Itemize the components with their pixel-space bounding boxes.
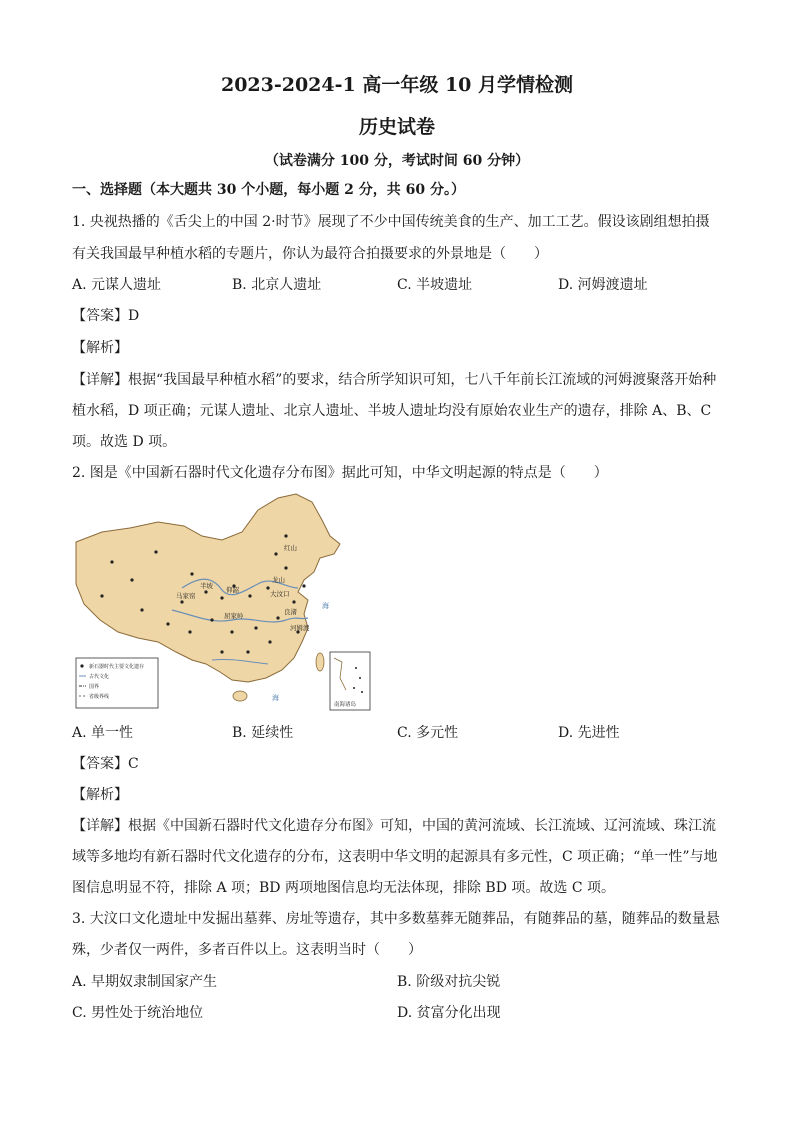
q3-stem-line2: 殊，少者仅一两件，多者百件以上。这表明当时（ ） bbox=[72, 942, 422, 958]
q2-answer: 【答案】C bbox=[72, 756, 139, 772]
neolithic-site-map bbox=[72, 492, 374, 714]
site-label-qujialing: 屈家岭 bbox=[224, 612, 244, 620]
site-label-yangshao: 仰韶 bbox=[226, 586, 239, 594]
taiwan-island bbox=[316, 653, 324, 671]
site-label-longshan: 龙山 bbox=[272, 576, 285, 584]
site-label-dawenkou: 大汶口 bbox=[270, 590, 290, 598]
site-label-liangzhu: 良渚 bbox=[284, 608, 297, 616]
q1-analysis-label: 【解析】 bbox=[72, 340, 128, 356]
q1-detail-line2: 植水稻，D 项正确；元谋人遗址、北京人遗址、半坡人遗址均没有原始农业生产的遗存，排除 A、B、C bbox=[72, 403, 712, 419]
exam-note: （试卷满分 100 分，考试时间 60 分钟） bbox=[264, 153, 530, 169]
q2-stem-line1: 2. 图是《中国新石器时代文化遗存分布图》据此可知，中华文明起源的特点是（ ） bbox=[72, 465, 608, 481]
south-sea-inset bbox=[330, 652, 370, 710]
site-label-hemudu: 河姆渡 bbox=[290, 624, 310, 632]
q2-option-b: B. 延续性 bbox=[232, 725, 294, 741]
exam-subtitle: 历史试卷 bbox=[358, 116, 435, 138]
q1-detail-line3: 项。故选 D 项。 bbox=[72, 434, 177, 450]
legend-item-province: 省级界线 bbox=[89, 694, 110, 700]
hainan-island bbox=[233, 691, 247, 701]
q1-stem-line1: 1. 央视热播的《舌尖上的中国 2·时节》展现了不少中国传统美食的生产、加工工艺。假设该剧组想拍摄 bbox=[72, 214, 710, 230]
sea-label-south: 海 bbox=[272, 694, 279, 702]
legend-item-sites: 新石器时代主要文化遗存 bbox=[89, 664, 145, 670]
legend-item-culture: 古代文化 bbox=[89, 674, 110, 680]
q2-option-a: A. 单一性 bbox=[72, 725, 134, 741]
q1-option-d: D. 河姆渡遗址 bbox=[558, 277, 648, 293]
q3-stem-line1: 3. 大汶口文化遗址中发掘出墓葬、房址等遗存，其中多数墓葬无随葬品，有随葬品的墓，随葬品的数量悬 bbox=[72, 911, 720, 927]
q3-option-d: D. 贫富分化出现 bbox=[397, 1005, 501, 1021]
q2-option-c: C. 多元性 bbox=[397, 725, 459, 741]
section-heading: 一、选择题（本大题共 30 个小题，每小题 2 分，共 60 分。） bbox=[72, 182, 465, 198]
site-label-banpo: 半坡 bbox=[200, 582, 213, 590]
q3-option-c: C. 男性处于统治地位 bbox=[72, 1005, 204, 1021]
q2-detail-line2: 域等多地均有新石器时代文化遗存的分布，这表明中华文明的起源具有多元性，C 项正确；“单一性”与地 bbox=[72, 849, 718, 865]
legend-item-border: 国界 bbox=[89, 684, 100, 690]
q3-option-b: B. 阶级对抗尖锐 bbox=[397, 974, 501, 990]
q2-detail-line1: 【详解】根据《中国新石器时代文化遗存分布图》可知，中国的黄河流域、长江流域、辽河流域、珠江流 bbox=[72, 818, 716, 834]
q1-option-b: B. 北京人遗址 bbox=[232, 277, 322, 293]
q1-option-a: A. 元谋人遗址 bbox=[72, 277, 162, 293]
exam-title: 2023-2024-1 高一年级 10 月学情检测 bbox=[220, 74, 574, 96]
sea-label-east: 海 bbox=[322, 602, 329, 610]
site-label-hongshan: 红山 bbox=[284, 544, 297, 552]
q1-option-c: C. 半坡遗址 bbox=[397, 277, 473, 293]
q2-option-d: D. 先进性 bbox=[558, 725, 620, 741]
q2-detail-line3: 图信息明显不符，排除 A 项；BD 两项地图信息均无法体现，排除 BD 项。故选 C 项。 bbox=[72, 880, 615, 896]
inset-label: 南海诸岛 bbox=[334, 702, 357, 708]
q1-stem-line2: 有关我国最早种植水稻的专题片，你认为最符合拍摄要求的外景地是（ ） bbox=[72, 246, 548, 262]
site-label-majiayao: 马家窑 bbox=[176, 592, 196, 600]
map-legend bbox=[76, 658, 158, 708]
q2-analysis-label: 【解析】 bbox=[72, 787, 128, 803]
q3-option-a: A. 早期奴隶制国家产生 bbox=[72, 974, 218, 990]
q1-answer: 【答案】D bbox=[72, 308, 140, 324]
q1-detail-line1: 【详解】根据“我国最早种植水稻”的要求，结合所学知识可知，七八千年前长江流域的河姆渡聚落开始种 bbox=[72, 372, 717, 388]
